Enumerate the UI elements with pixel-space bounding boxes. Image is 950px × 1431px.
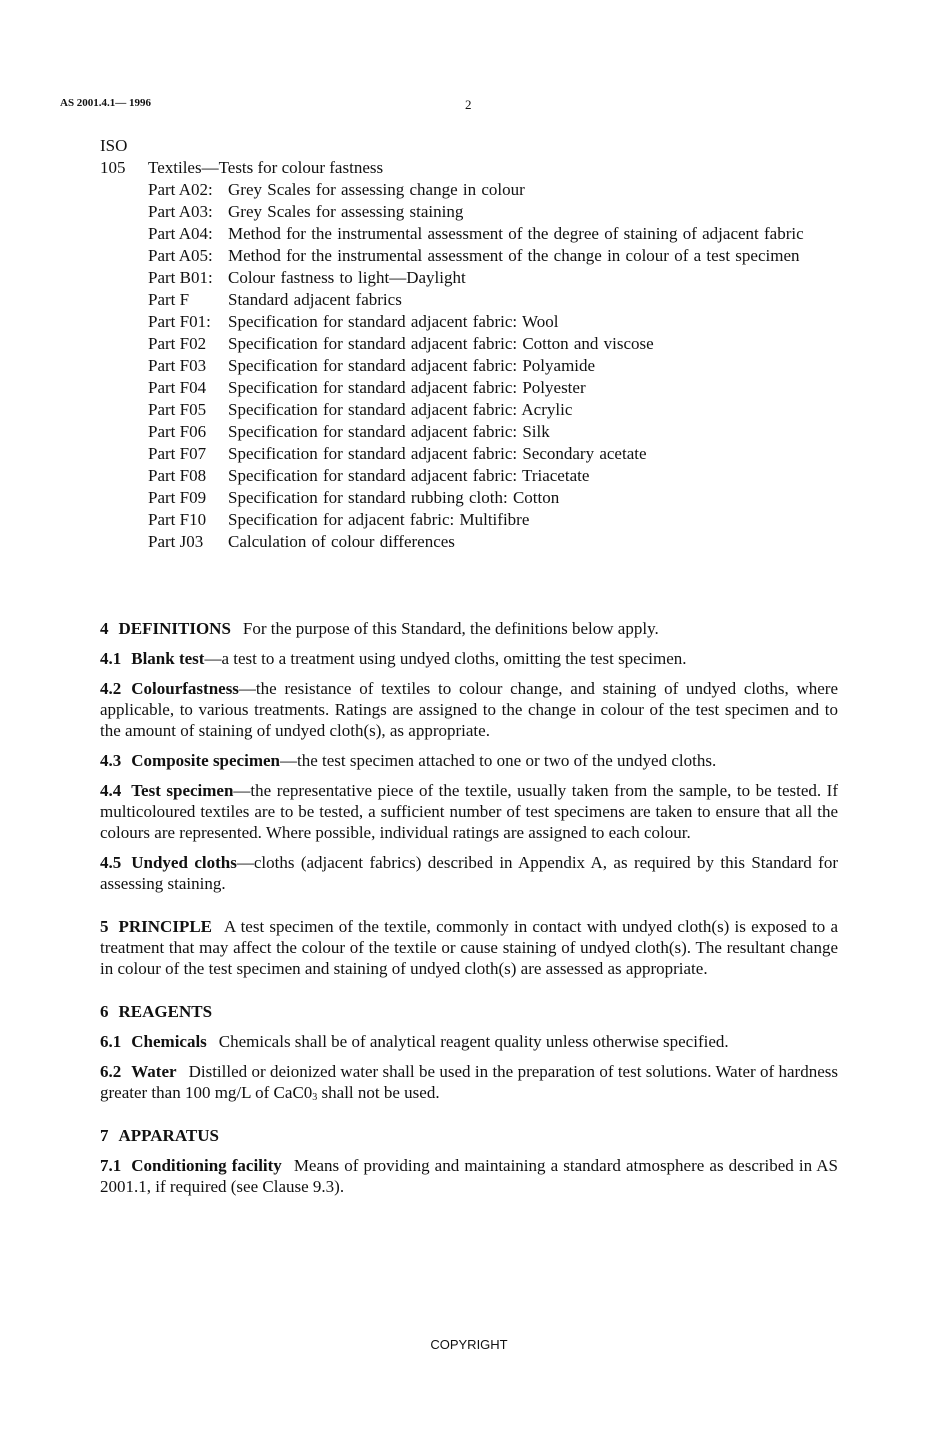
reference-part-number: Part F02 (148, 334, 207, 353)
clause-number: 4.3 (100, 751, 122, 770)
reference-series (100, 157, 840, 179)
reference-part-row (148, 531, 840, 553)
reference-part-title: Specification for standard adjacent fabric: Acrylic (228, 400, 573, 419)
clause-6-2 (100, 1061, 838, 1103)
section-text: A test specimen of the textile, commonly in contact with undyed cloth(s) is exposed to a treatment that may affect the colour of the textile or cause staining of undyed cloth(s). The resultant change in colour of the test specimen and staining of undyed cloth(s) are assessed as appropriate. (100, 917, 838, 978)
reference-part-number: Part A04: (148, 224, 213, 243)
section-heading: APPARATUS (118, 1126, 219, 1145)
clause-text: —the resistance of textiles to colour change, and staining of undyed cloths, where applicable, to various treatments. Ratings are assigned to the change in colour of the test specimen and to the amount of staining of undyed cloth(s), as appropriate. (100, 679, 838, 740)
reference-part-row (148, 223, 840, 245)
clause-text: Chemicals shall be of analytical reagent quality unless otherwise specified. (218, 1032, 729, 1051)
reference-part-number: Part A02: (148, 180, 213, 199)
clause-6-1 (100, 1031, 838, 1052)
reference-part-row (148, 179, 840, 201)
reference-part-row (148, 289, 840, 311)
reference-part-number: Part F06 (148, 422, 207, 441)
section-5 (100, 916, 838, 979)
clause-term: Chemicals (131, 1032, 207, 1051)
reference-part-title: Specification for adjacent fabric: Multifibre (228, 510, 530, 529)
reference-part-number: Part F08 (148, 466, 207, 485)
reference-part-number: Part F (148, 290, 190, 309)
clause-term: Test specimen (131, 781, 234, 800)
reference-part-row (148, 421, 840, 443)
clause-term: Colourfastness (131, 679, 239, 698)
reference-part-title: Calculation of colour differences (228, 532, 455, 551)
reference-parts-list (100, 179, 840, 553)
clause-text: —the representative piece of the textile, usually taken from the sample, to be tested. If multicoloured textiles are to be tested, a sufficient number of test specimens are taken to ensure that all the colours are represented. Where possible, individual ratings are assigned to each colour. (100, 781, 838, 842)
clause-term: Composite specimen (131, 751, 280, 770)
section-number: 5 (100, 917, 109, 936)
standard-number: AS 2001.4.1— 1996 (60, 97, 152, 109)
reference-part-number: Part F03 (148, 356, 207, 375)
reference-part-number: Part A03: (148, 202, 213, 221)
reference-part-number: Part J03 (148, 532, 204, 551)
referenced-documents (100, 135, 840, 553)
reference-part-row (148, 487, 840, 509)
reference-part-number: Part F09 (148, 488, 207, 507)
reference-part-number: Part B01: (148, 268, 213, 287)
reference-part-number: Part F04 (148, 378, 207, 397)
clause-number: 7.1 (100, 1156, 122, 1175)
clause-4-1 (100, 648, 838, 669)
clause-text: —the test specimen attached to one or two of the undyed cloths. (279, 751, 717, 770)
reference-part-title: Specification for standard rubbing cloth: Cotton (228, 488, 560, 507)
clause-text: —a test to a treatment using undyed cloths, omitting the test specimen. (204, 649, 687, 668)
clause-term: Blank test (131, 649, 205, 668)
reference-part-title: Specification for standard adjacent fabric: Polyester (228, 378, 586, 397)
reference-part-title: Grey Scales for assessing change in colour (228, 180, 525, 199)
reference-organization: ISO (100, 136, 128, 155)
section-4 (100, 618, 838, 639)
reference-part-title: Method for the instrumental assessment of the change in colour of a test specimen (228, 246, 800, 265)
clause-text: Means of providing and maintaining a standard atmosphere as described in AS 2001.1, if required (see Clause 9.3). (100, 1156, 838, 1196)
reference-part-row (148, 509, 840, 531)
clause-4-3 (100, 750, 838, 771)
reference-part-row (148, 333, 840, 355)
document-body (100, 618, 838, 1206)
clause-text: —cloths (adjacent fabrics) described in Appendix A, as required by this Standard for assessing staining. (100, 853, 838, 893)
clause-number: 4.4 (100, 781, 122, 800)
reference-part-title: Specification for standard adjacent fabric: Triacetate (228, 466, 590, 485)
reference-part-title: Specification for standard adjacent fabric: Wool (228, 312, 559, 331)
clause-number: 4.5 (100, 853, 122, 872)
clause-number: 6.1 (100, 1032, 122, 1051)
copyright-footer: COPYRIGHT (430, 1337, 508, 1352)
section-text: For the purpose of this Standard, the definitions below apply. (242, 619, 659, 638)
section-heading: REAGENTS (118, 1002, 213, 1021)
reference-part-title: Colour fastness to light—Daylight (228, 268, 466, 287)
reference-part-title: Method for the instrumental assessment of the degree of staining of adjacent fabric (228, 224, 804, 243)
clause-term: Conditioning facility (131, 1156, 282, 1175)
section-6 (100, 1001, 838, 1022)
clause-4-4 (100, 780, 838, 843)
clause-4-2 (100, 678, 838, 741)
reference-part-title: Grey Scales for assessing staining (228, 202, 464, 221)
reference-part-row (148, 245, 840, 267)
clause-4-5 (100, 852, 838, 894)
section-heading: DEFINITIONS (118, 619, 231, 638)
section-number: 6 (100, 1002, 109, 1021)
reference-part-row (148, 377, 840, 399)
subscript-3: 3 (312, 1092, 318, 1103)
reference-part-row (148, 443, 840, 465)
reference-part-number: Part F01: (148, 312, 211, 331)
reference-series-number: 105 (100, 158, 126, 177)
clause-number: 4.1 (100, 649, 122, 668)
reference-part-row (148, 355, 840, 377)
reference-part-row (148, 311, 840, 333)
reference-part-title: Specification for standard adjacent fabric: Cotton and viscose (228, 334, 654, 353)
reference-part-number: Part A05: (148, 246, 213, 265)
page-header (60, 97, 890, 115)
clause-term: Undyed cloths (131, 853, 237, 872)
reference-series-title: Textiles—Tests for colour fastness (148, 158, 384, 177)
clause-number: 4.2 (100, 679, 122, 698)
clause-text: Distilled or deionized water shall be used in the preparation of test solutions. Water of hardness greater than 100 mg/L of CaC0 (100, 1062, 838, 1102)
section-number: 4 (100, 619, 109, 638)
reference-part-row (148, 201, 840, 223)
clause-term: Water (131, 1062, 177, 1081)
reference-part-title: Specification for standard adjacent fabric: Secondary acetate (228, 444, 647, 463)
section-7 (100, 1125, 838, 1146)
reference-part-number: Part F10 (148, 510, 207, 529)
section-number: 7 (100, 1126, 109, 1145)
reference-part-title: Specification for standard adjacent fabric: Polyamide (228, 356, 596, 375)
reference-part-row (148, 399, 840, 421)
clause-7-1 (100, 1155, 838, 1197)
reference-part-number: Part F07 (148, 444, 207, 463)
page-number: 2 (465, 97, 472, 112)
reference-part-title: Standard adjacent fabrics (228, 290, 402, 309)
reference-part-row (148, 465, 840, 487)
clause-text-after: shall not be used. (317, 1083, 440, 1102)
reference-part-number: Part F05 (148, 400, 207, 419)
reference-part-title: Specification for standard adjacent fabric: Silk (228, 422, 550, 441)
reference-part-row (148, 267, 840, 289)
section-heading: PRINCIPLE (118, 917, 213, 936)
clause-number: 6.2 (100, 1062, 122, 1081)
